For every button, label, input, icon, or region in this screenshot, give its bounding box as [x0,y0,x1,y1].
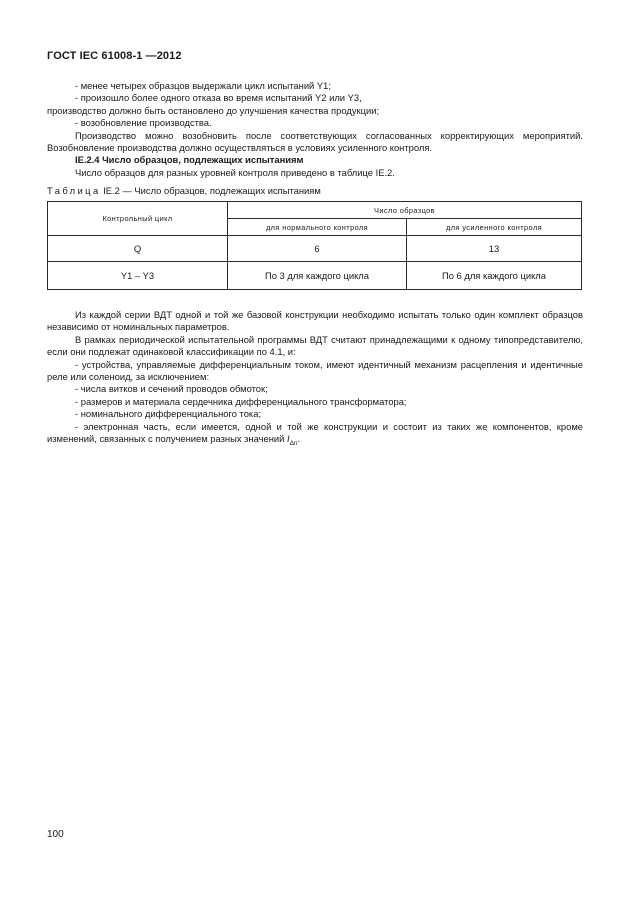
section-heading: IE.2.4 Число образцов, подлежащих испытаниям [75,154,304,166]
cell-enhanced: По 6 для каждого цикла [407,262,582,290]
symbol-current: I [286,433,290,445]
table-row [48,236,582,262]
paragraph: Число образцов для разных уровней контроля приведено в таблице IE.2. [75,166,395,178]
paragraph: В рамках периодической испытательной программы ВДТ считают принадлежащими к одному типопредставителю, если они подлежат одинаковой классификации по 4.1, и: [47,333,583,358]
paragraph: - произошло более одного отказа во время испытаний Y2 или Y3, [75,92,362,104]
text-block-2 [47,309,583,450]
header-normal-control: для нормального контроля [228,219,407,236]
header-sample-count: Число образцов [228,202,582,219]
cell-cycle: Y1 – Y3 [48,262,228,290]
paragraph: производство должно быть остановлено до улучшения качества продукции; [47,104,380,116]
table-caption [47,185,321,196]
paragraph: - возобновление производства. [75,117,212,129]
text-block-1 [47,80,583,179]
paragraph: - размеров и материала сердечника дифференциального трансформатора; [75,395,407,407]
paragraph: Из каждой серии ВДТ одной и той же базовой конструкции необходимо испытать только один комплект образцов независимо от номинальных параметров. [47,309,583,333]
paragraph: Производство можно возобновить после соответствующих согласованных корректирующих мероприятий. Возобновление производства должно осуществляться в условиях усиленного контроля. [47,129,583,154]
symbol-subscript: Δn [289,439,298,447]
symbol-end: . [297,433,301,445]
header-enhanced-control: для усиленного контроля [407,219,582,236]
cell-cycle: Q [48,236,228,262]
samples-table [47,201,582,290]
page-number: 100 [47,829,64,840]
caption-prefix: Таблица [47,185,101,196]
header-control-cycle: Контрольный цикл [48,202,228,236]
paragraph-with-symbol [47,421,583,451]
caption-text: IE.2 — Число образцов, подлежащих испытаниям [103,185,321,196]
paragraph: - менее четырех образцов выдержали цикл испытаний Y1; [75,80,331,91]
cell-normal: По 3 для каждого цикла [228,262,407,290]
paragraph: - устройства, управляемые дифференциальным током, имеют идентичный механизм расцепления и идентичные реле или соленоид, за исключением: [47,358,583,383]
paragraph: - числа витков и сечений проводов обмоток; [75,383,268,395]
table-row [48,262,582,290]
cell-enhanced: 13 [407,236,582,262]
paragraph: - номинального дифференциального тока; [75,408,262,420]
document-header: ГОСТ IEC 61008-1 —2012 [47,50,182,62]
paragraph-text: - электронная часть, если имеется, одной и той же конструкции и состоит из таких же компонентов, кроме изменений, связанных с получением разных значений [47,420,583,445]
cell-normal: 6 [228,236,407,262]
